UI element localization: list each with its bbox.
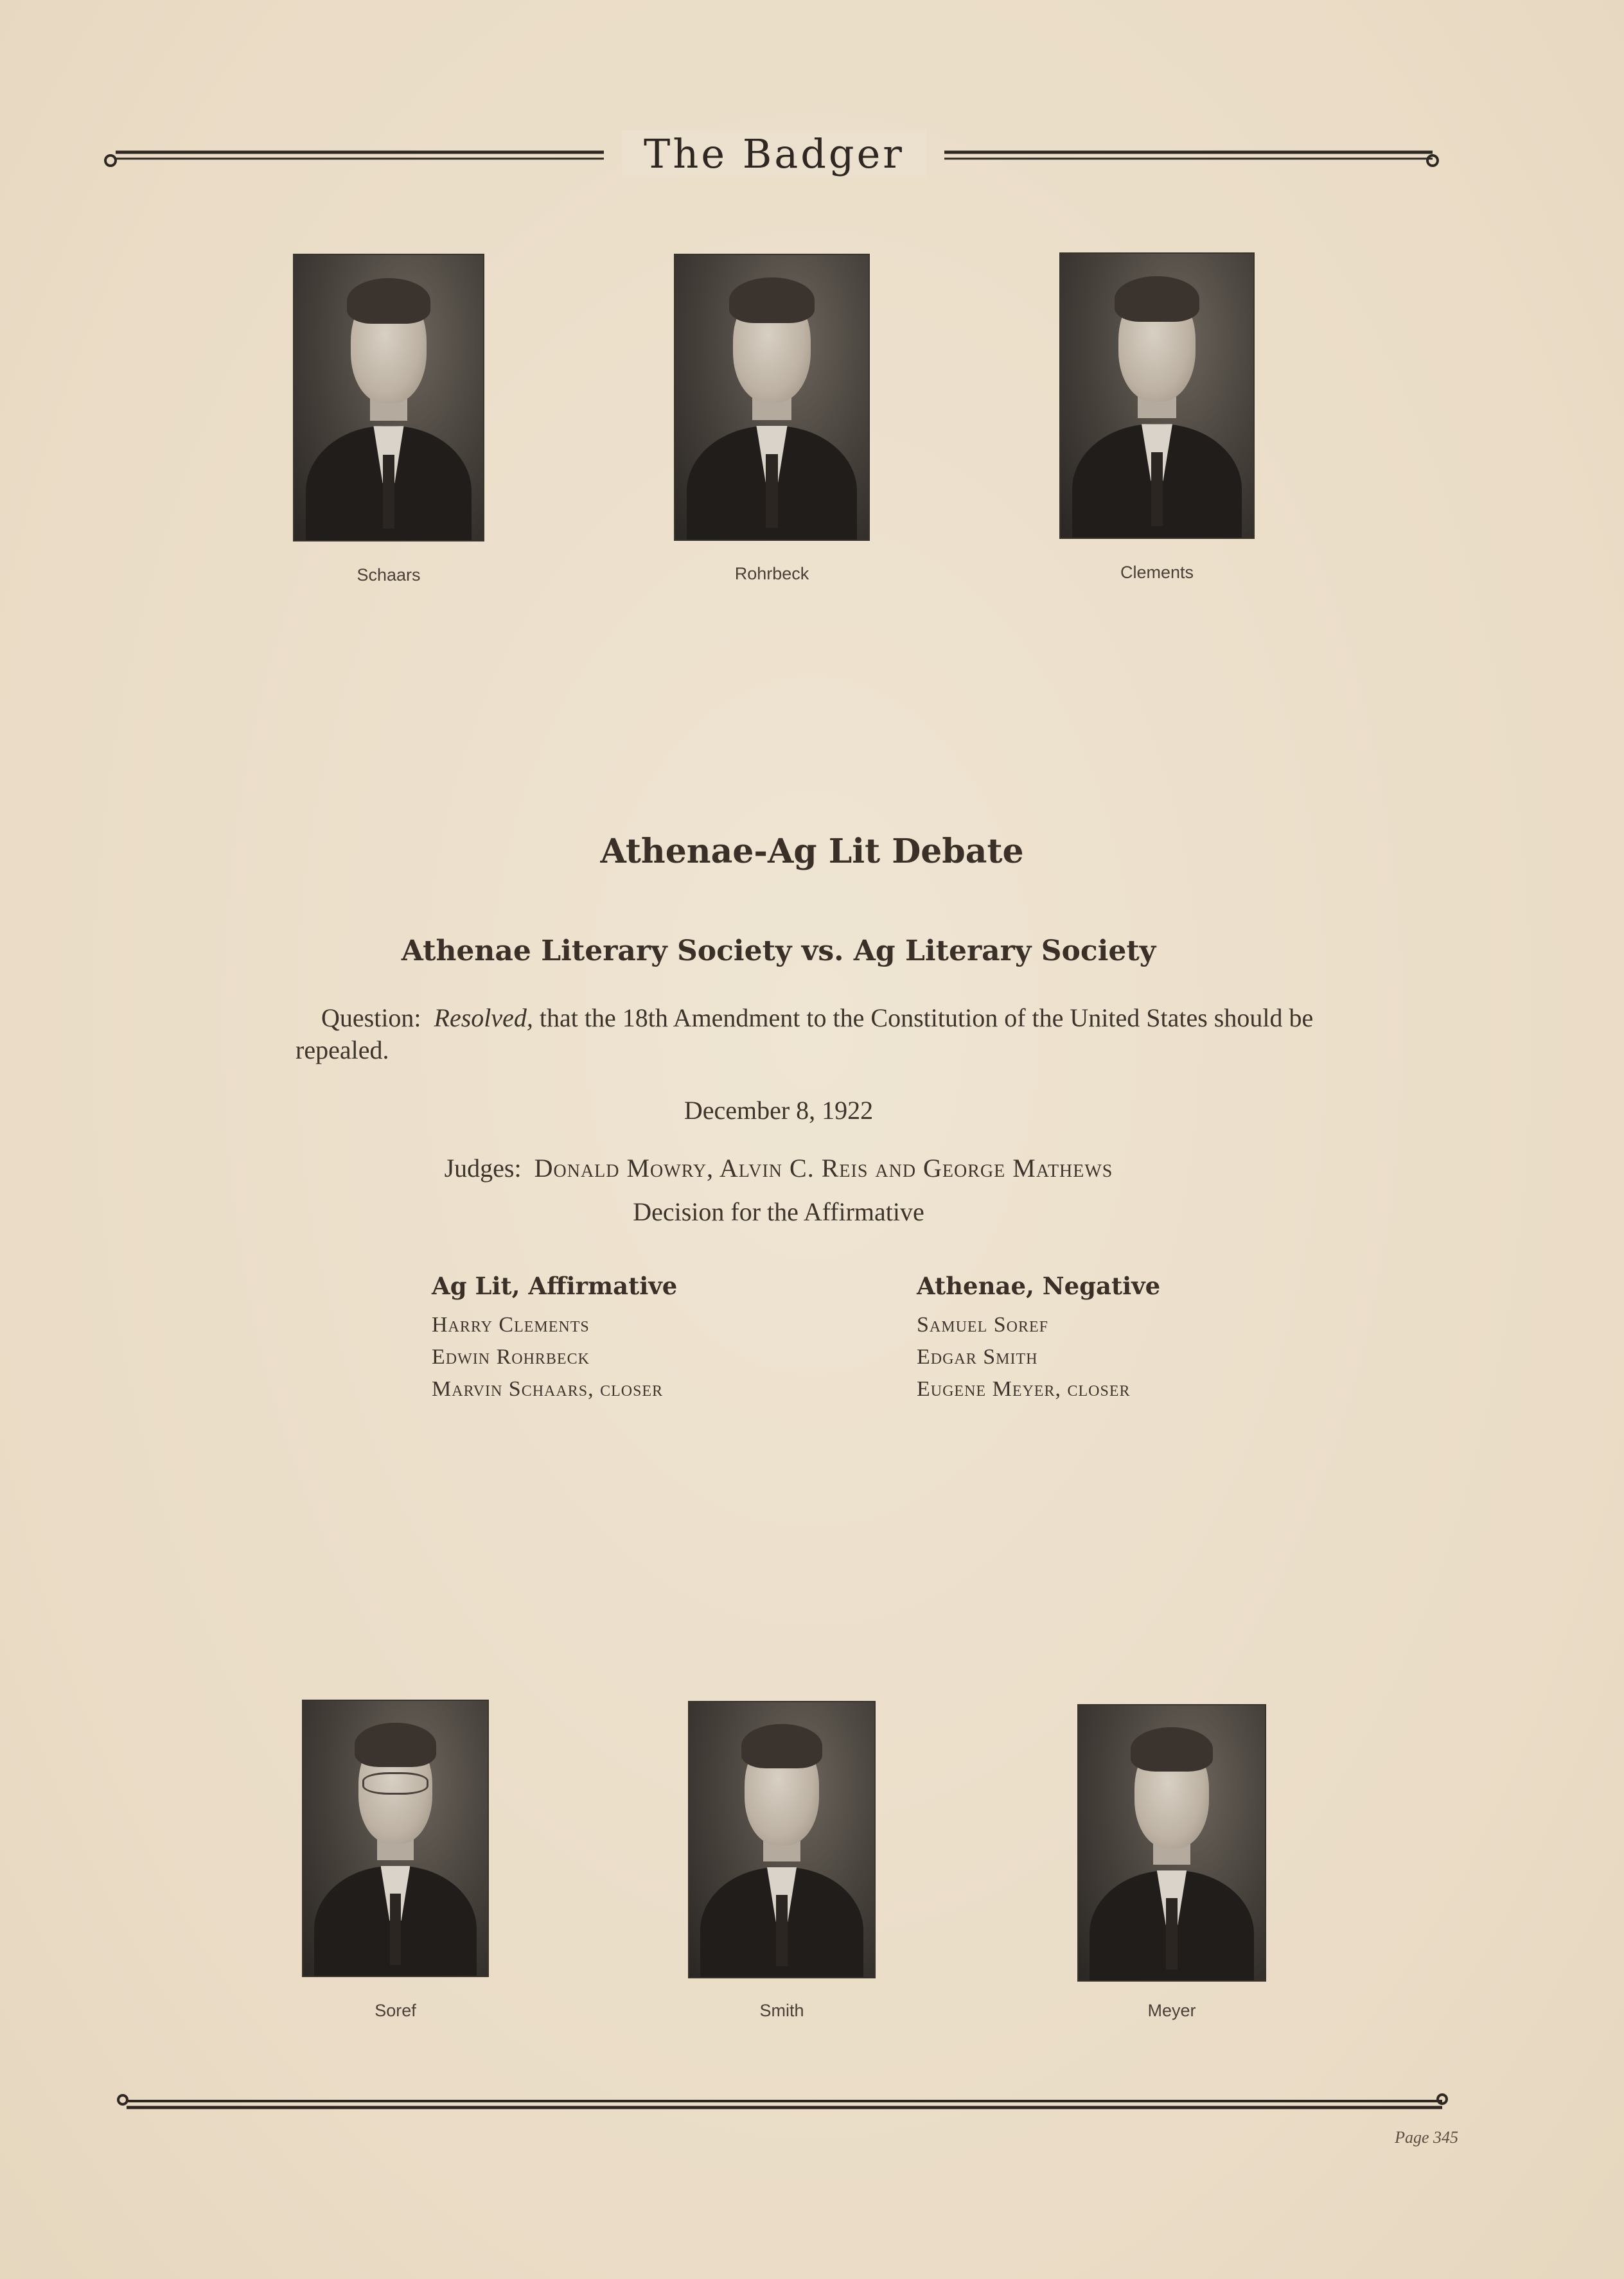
portrait-photo-clements: [1061, 254, 1253, 538]
portrait-caption: Smith: [759, 2001, 804, 2020]
page-title: [103, 125, 1445, 183]
portrait-photo-rohrbeck: [675, 255, 869, 540]
negative-heading: Athenae, Negative: [917, 1272, 1161, 1300]
team-member: Marvin Schaars, closer: [432, 1377, 664, 1401]
team-member: Samuel Soref: [917, 1313, 1048, 1337]
question-resolved: Resolved,: [434, 1003, 533, 1032]
debate-decision: Decision for the Affirmative: [633, 1197, 924, 1226]
portrait-photo-smith: [689, 1702, 874, 1977]
footer-rule: [112, 2091, 1455, 2116]
footer-ornament: [112, 2091, 1455, 2119]
team-member: Harry Clements: [432, 1313, 590, 1337]
portrait-caption: Clements: [1120, 563, 1194, 582]
debate-title: Athenae-Ag Lit Debate: [600, 832, 1024, 871]
debate-date: December 8, 1922: [684, 1096, 874, 1125]
affirmative-heading: Ag Lit, Affirmative: [432, 1272, 678, 1300]
team-member: Edwin Rohrbeck: [432, 1345, 590, 1369]
team-member: Eugene Meyer, closer: [917, 1377, 1131, 1401]
glasses-icon: [362, 1772, 428, 1794]
question-text: that the 18th Amendment to the Constitution of the United States should be repealed.: [296, 1003, 1314, 1064]
negative-team: [917, 1272, 1160, 1405]
team-member: Edgar Smith: [917, 1345, 1038, 1369]
judges-names: Donald Mowry, Alvin C. Reis and George Mathews: [534, 1154, 1113, 1183]
page-title-text: The Badger: [622, 130, 926, 177]
debate-question: [296, 1002, 1323, 1066]
debate-subtitle: Athenae Literary Society vs. Ag Literary Society: [401, 935, 1156, 967]
page-header: [103, 125, 1445, 183]
question-label: Question:: [321, 1003, 421, 1032]
affirmative-team: [432, 1272, 677, 1405]
debate-judges: [0, 1153, 1557, 1183]
portrait-caption: Meyer: [1147, 2001, 1196, 2020]
portrait-caption: Soref: [375, 2001, 416, 2020]
portrait-photo-meyer: [1079, 1705, 1265, 1980]
page-number: Page 345: [1395, 2128, 1458, 2147]
portrait-photo-schaars: [294, 255, 483, 540]
portrait-photo-soref: [303, 1701, 488, 1976]
portrait-caption: Rohrbeck: [734, 564, 809, 583]
portrait-caption: Schaars: [357, 565, 421, 585]
judges-label: Judges:: [444, 1154, 522, 1183]
